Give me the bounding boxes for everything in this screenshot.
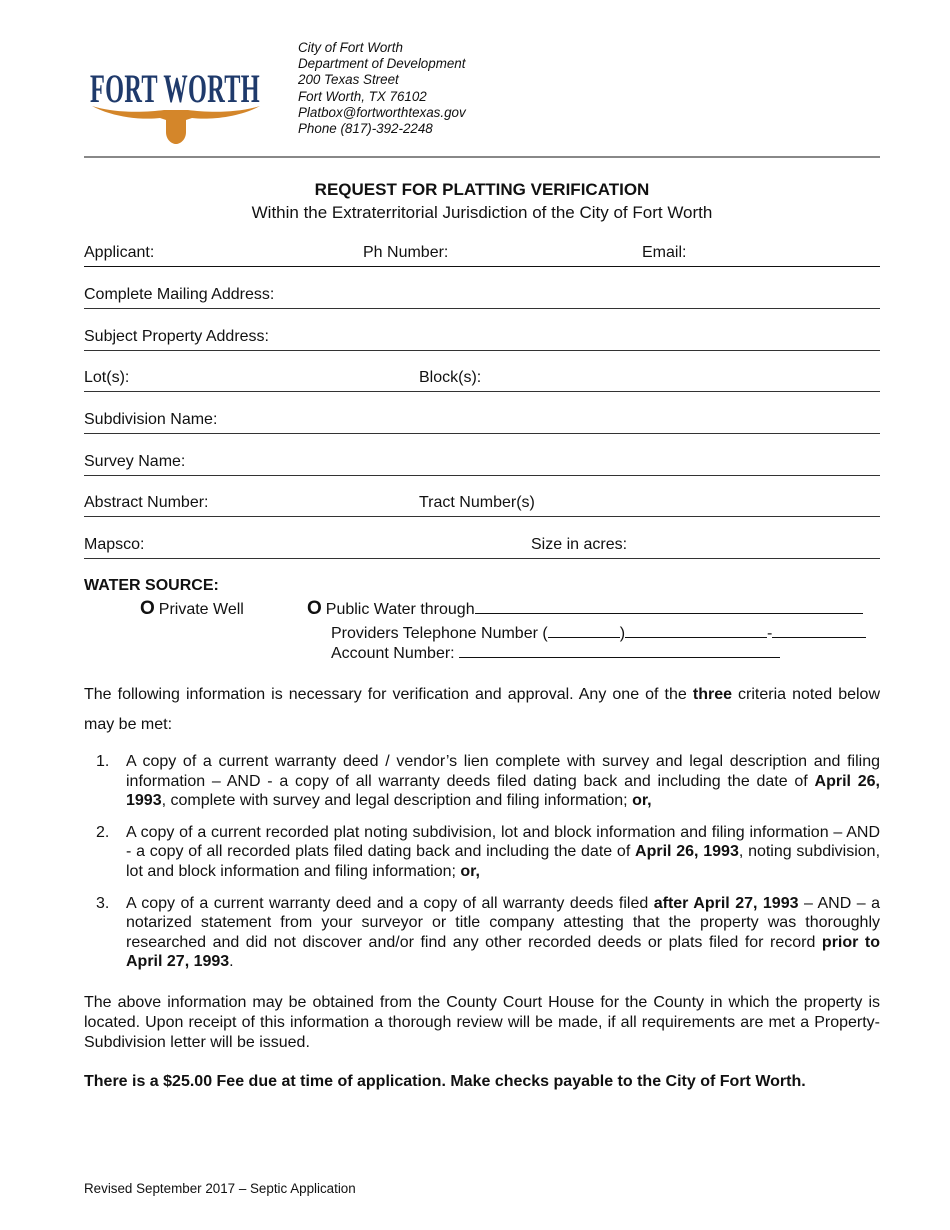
subdivision-label: Subdivision Name: — [84, 411, 218, 428]
criteria-bold: or, — [632, 792, 652, 810]
page-title: REQUEST FOR PLATTING VERIFICATION — [314, 180, 650, 199]
intro-text-end: criteria noted below may be met: — [84, 686, 881, 733]
criteria-text: , noting subdivision, lot and block information and filing information; — [126, 843, 881, 880]
survey-label: Survey Name: — [84, 453, 186, 470]
public-water-option[interactable] — [307, 598, 863, 620]
criteria-bold: April 26, 1993 — [635, 843, 739, 861]
page-subtitle: Within the Extraterritorial Jurisdiction of the City of Fort Worth — [251, 203, 713, 222]
providers-phone-label: Providers Telephone Number ( — [331, 625, 548, 642]
criteria-bold: prior to April 27, 1993 — [126, 933, 880, 971]
criteria-bold: or, — [460, 862, 480, 880]
abstract-label: Abstract Number: — [84, 494, 209, 511]
footer-revision: Revised September 2017 – Septic Application — [84, 1181, 356, 1196]
criteria-text: A copy of a current warranty deed and a copy of all warranty deeds filed — [126, 894, 654, 912]
paren-close: ) — [619, 625, 626, 642]
mapsco-label: Mapsco: — [84, 536, 145, 553]
list-number: 2. — [96, 823, 110, 841]
criteria-text: – AND – a notarized statement from your surveyor or title company attesting that the property was thoroughly researched and did not discover and/or find any other recorded deeds or plats filed for record — [126, 894, 881, 951]
radio-circle-icon[interactable]: O — [140, 598, 155, 619]
list-item — [84, 894, 880, 972]
list-item — [84, 752, 880, 811]
property-address-row[interactable] — [84, 328, 880, 351]
fee-notice: There is a $25.00 Fee due at time of application. Make checks payable to the City of Fort Worth. — [84, 1073, 806, 1090]
mailing-address-row[interactable] — [84, 286, 880, 309]
email-label: Email: — [642, 244, 687, 261]
phone-label: Ph Number: — [363, 244, 449, 261]
longhorn-steer-icon — [92, 106, 260, 144]
contact-phone: Phone (817)-392-2248 — [298, 121, 433, 137]
contact-email[interactable]: Platbox@fortworthtexas.gov — [298, 104, 466, 120]
contact-line: City of Fort Worth — [298, 40, 403, 55]
survey-row[interactable] — [84, 453, 880, 476]
list-item — [84, 823, 880, 882]
intro-text: The following information is necessary for verification and approval. Any one of the — [84, 686, 693, 703]
list-number: 3. — [96, 894, 110, 912]
abstract-tract-row[interactable] — [84, 494, 880, 517]
mapsco-size-row[interactable] — [84, 536, 880, 559]
contact-block — [298, 40, 466, 137]
header-divider — [84, 156, 880, 158]
criteria-text: , complete with survey and legal description and filing information; — [161, 792, 633, 810]
criteria-text: A copy of a current warranty deed / vendor’s lien complete with survey and legal description and filing information – AND - a copy of all warranty deeds filed dating back and including the date of — [126, 753, 880, 790]
list-number: 1. — [96, 753, 110, 770]
lots-label: Lot(s): — [84, 369, 130, 386]
account-number-label: Account Number: — [331, 645, 455, 662]
account-number-field[interactable] — [459, 642, 780, 658]
fort-worth-logo — [88, 62, 264, 146]
intro-paragraph — [84, 680, 880, 740]
criteria-text: A copy of a current recorded plat noting subdivision, lot and block information and filing information – AND - a copy of all recorded plats filed dating back and including the date of — [126, 823, 880, 861]
applicant-label: Applicant: — [84, 244, 155, 261]
area-code-field[interactable] — [548, 622, 620, 638]
lots-blocks-row[interactable] — [84, 369, 880, 392]
blocks-label: Block(s): — [419, 369, 482, 386]
contact-line: Fort Worth, TX 76102 — [298, 88, 427, 104]
size-label: Size in acres: — [531, 536, 628, 553]
outro-paragraph: The above information may be obtained from the County Court House for the County in which the property is located. Upon receipt of this information a thorough review will be made, if all requirements are met a Property-Subdivision letter will be issued. — [84, 994, 880, 1051]
providers-phone-line — [331, 622, 866, 643]
public-water-provider-field[interactable] — [475, 598, 863, 614]
property-address-label: Subject Property Address: — [84, 328, 269, 345]
contact-line: Department of Development — [298, 56, 466, 72]
criteria-bold: April 26, 1993 — [126, 772, 880, 810]
account-number-line — [331, 642, 780, 663]
subdivision-row[interactable] — [84, 411, 880, 434]
water-source-heading: WATER SOURCE: — [84, 577, 219, 594]
applicant-row[interactable] — [84, 244, 880, 267]
mailing-address-label: Complete Mailing Address: — [84, 286, 275, 303]
private-well-label: Private Well — [158, 601, 244, 618]
intro-bold: three — [692, 686, 732, 703]
tract-label: Tract Number(s) — [419, 494, 535, 511]
radio-circle-icon[interactable]: O — [307, 598, 322, 619]
criteria-bold: after April 27, 1993 — [653, 894, 799, 912]
criteria-text: . — [229, 953, 234, 971]
phone-prefix-field[interactable] — [625, 622, 767, 638]
phone-dash: - — [767, 625, 773, 642]
logo-text: FORT WORTH — [90, 66, 260, 111]
phone-suffix-field[interactable] — [772, 622, 866, 638]
public-water-label: Public Water through — [325, 601, 475, 618]
private-well-option[interactable] — [140, 598, 244, 620]
contact-line: 200 Texas Street — [298, 72, 399, 88]
criteria-list — [84, 752, 880, 984]
